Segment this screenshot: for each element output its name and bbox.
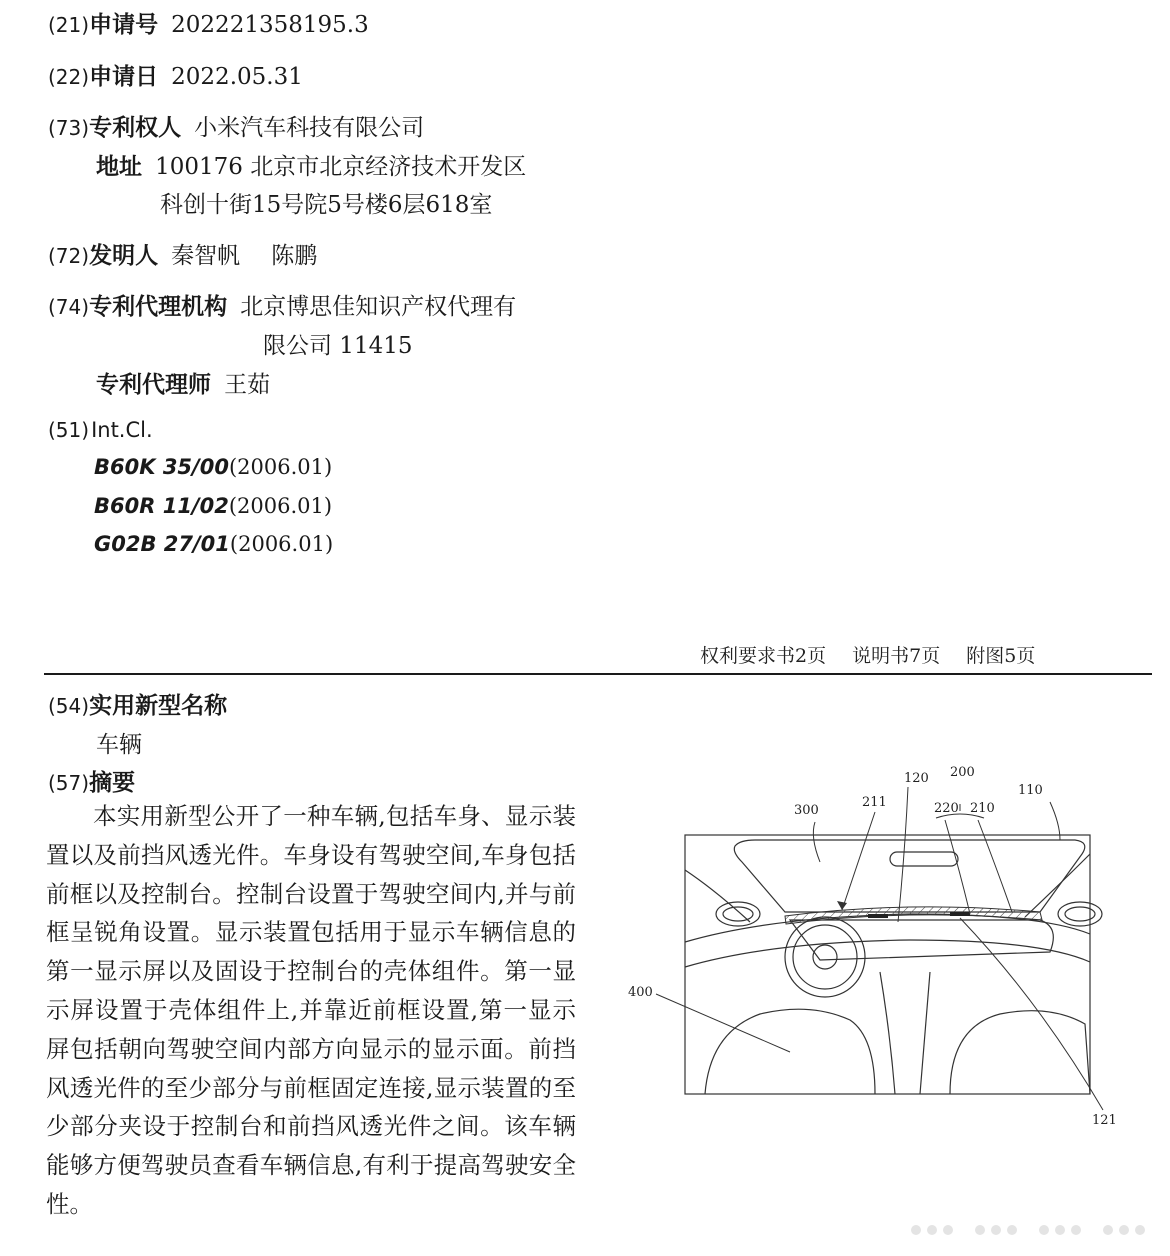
display-strip-shape — [785, 907, 1042, 924]
label-121: 121 — [1092, 1113, 1117, 1128]
leader-120 — [898, 787, 908, 922]
leader-300 — [813, 822, 820, 862]
section-divider — [44, 673, 1152, 675]
tunnel-left-shape — [880, 972, 895, 1094]
steering-wheel-shape — [785, 917, 865, 997]
field-code: (54) — [48, 694, 90, 718]
claims-count: 权利要求书2页 — [700, 645, 827, 667]
app-date: 2022.05.31 — [171, 64, 303, 90]
page-counts — [700, 641, 1035, 668]
address-line2: 科创十街15号院5号楼6层618室 — [160, 192, 493, 218]
intcl-label: Int.Cl. — [91, 418, 153, 442]
ipc-class: B60R 11/02 — [94, 494, 229, 518]
agency-line2: 限公司 11415 — [263, 333, 413, 359]
patentee-row — [48, 109, 424, 142]
field-label: 申请日 — [89, 64, 159, 90]
field-label: 专利代理机构 — [89, 294, 228, 320]
field-code: (51) — [48, 418, 90, 442]
arrowhead-211 — [837, 901, 847, 910]
ipc-version: (2006.01) — [228, 455, 333, 479]
address-label: 地址 — [96, 154, 142, 180]
field-label: 申请号 — [89, 12, 159, 38]
label-400: 400 — [628, 985, 653, 1000]
rearview-mirror-shape — [890, 852, 958, 866]
abstract-text: 本实用新型公开了一种车辆,包括车身、显示装置以及前挡风透光件。车身设有驾驶空间,车身包括前框以及控制台。控制台设置于驾驶空间内,并与前框呈锐角设置。显示装置包括用于显示车辆信息的第一显示屏以及固设于控制台的壳体组件。第一显示屏设置于壳体组件上,并靠近前框设置,第一显示屏包括朝向驾驶空间内部方向显示的显示面。前挡风透光件的至少部分与前框固定连接,显示装置的至少部分夹设于控制台和前挡风透光件之间。该车辆能够方便驾驶员查看车辆信息,有利于提高驾驶安全性。 — [46, 802, 576, 1218]
inventor-name: 秦智帆 — [171, 243, 241, 269]
ipc-entry — [94, 494, 332, 518]
agency-row — [48, 288, 516, 321]
figure-frame — [685, 835, 1090, 1094]
description-count: 说明书7页 — [852, 645, 941, 667]
tunnel-right-shape — [920, 972, 930, 1094]
app-date-row — [48, 58, 303, 91]
seat-right-shape — [950, 1011, 1090, 1094]
ipc-entry — [94, 532, 333, 556]
abstract-heading-row — [48, 764, 135, 797]
steering-hub-shape — [813, 945, 837, 969]
field-code: (57) — [48, 771, 90, 795]
field-label: 摘要 — [89, 770, 136, 796]
field-label: 专利权人 — [89, 115, 182, 141]
field-code: (74) — [48, 295, 90, 319]
utility-model-title: 车辆 — [96, 732, 142, 758]
intcl-row — [48, 418, 153, 442]
leader-211 — [842, 812, 875, 910]
inventor-name: 陈鹏 — [271, 243, 318, 269]
drawings-count: 附图5页 — [966, 645, 1036, 667]
address-line1: 100176 北京市北京经济技术开发区 — [155, 154, 527, 180]
patent-figure — [620, 762, 1120, 1134]
label-210: 210 — [970, 801, 995, 816]
field-code: (72) — [48, 244, 90, 268]
screen-mark-left — [868, 914, 888, 918]
app-number: 202221358195.3 — [171, 12, 369, 38]
inventors-row — [48, 237, 317, 270]
leader-400 — [656, 994, 790, 1052]
agent-name: 王茹 — [224, 372, 271, 398]
windshield-shape — [734, 840, 1084, 912]
dashboard-bottom-shape — [685, 940, 1090, 967]
side-mirror-left-inner-shape — [723, 907, 753, 921]
leader-220 — [945, 820, 970, 914]
label-200: 200 — [950, 765, 975, 780]
field-label: 实用新型名称 — [89, 693, 228, 719]
agent-label: 专利代理师 — [96, 372, 211, 398]
field-code: (73) — [48, 116, 90, 140]
ipc-entry — [94, 455, 332, 479]
patentee-name: 小米汽车科技有限公司 — [194, 115, 425, 141]
pillar-left-shape — [685, 870, 750, 922]
ipc-version: (2006.01) — [228, 494, 333, 518]
leader-210 — [978, 820, 1012, 912]
field-code: (22) — [48, 65, 90, 89]
label-110: 110 — [1018, 783, 1043, 798]
address-row — [96, 148, 526, 181]
label-300: 300 — [794, 803, 819, 818]
field-code: (21) — [48, 13, 90, 37]
label-220: 220 — [934, 801, 959, 816]
watermark-graphic — [902, 1218, 1152, 1242]
agency-line1: 北京博思佳知识产权代理有 — [240, 294, 517, 320]
screen-mark-right — [950, 912, 970, 916]
label-211: 211 — [862, 795, 887, 810]
steering-wheel-inner-shape — [793, 925, 857, 989]
ipc-class: B60K 35/00 — [94, 455, 229, 479]
ipc-class: G02B 27/01 — [94, 532, 230, 556]
agent-row — [96, 366, 270, 399]
title-heading-row — [48, 687, 227, 720]
leader-110 — [1050, 802, 1060, 840]
ipc-version: (2006.01) — [229, 532, 334, 556]
app-number-row — [48, 6, 369, 39]
label-120: 120 — [904, 771, 929, 786]
field-label: 发明人 — [89, 243, 159, 269]
